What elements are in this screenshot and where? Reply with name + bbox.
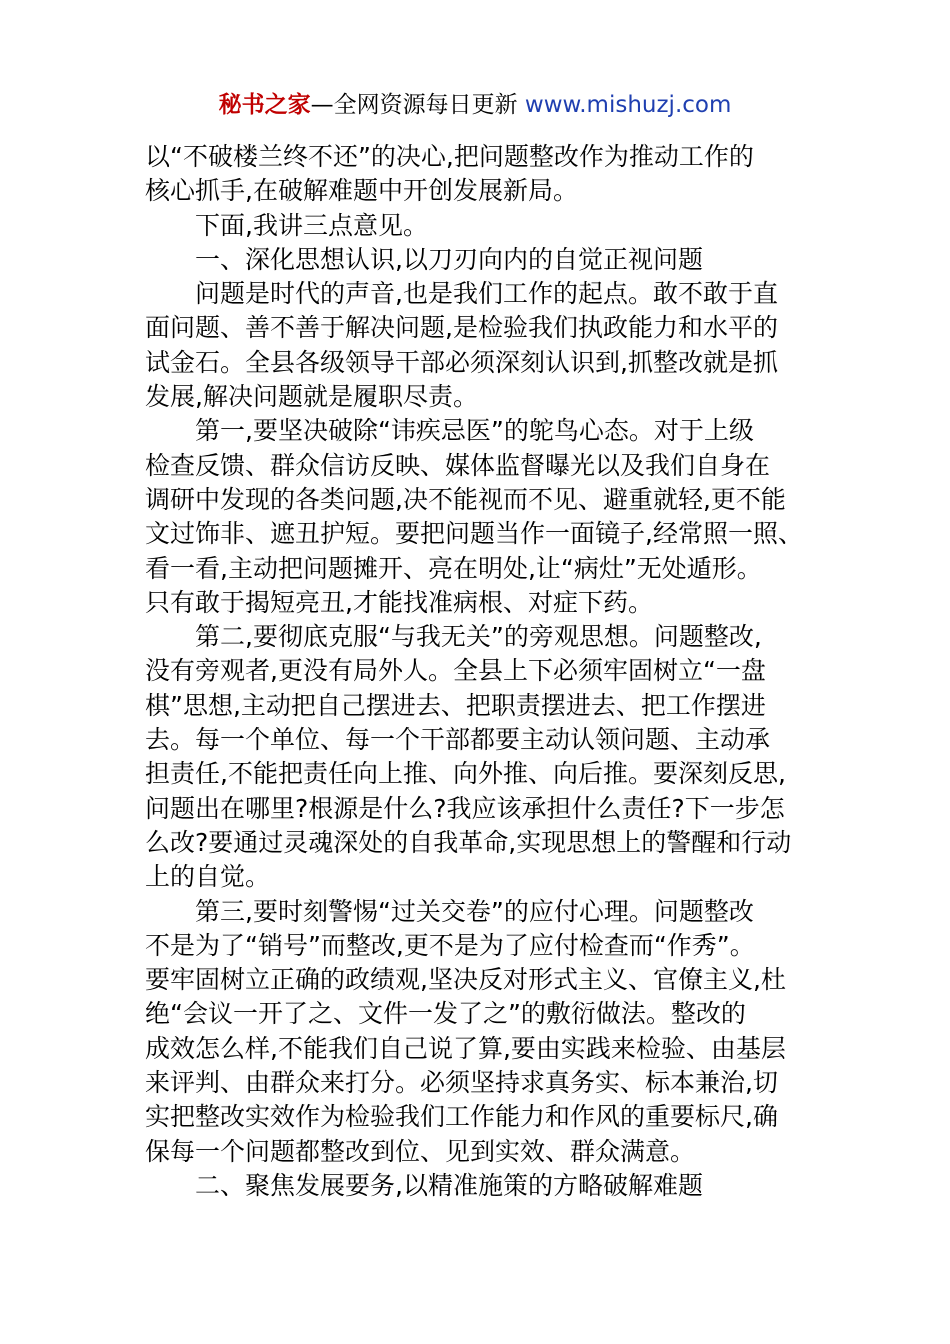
text-line: 上的自觉。 [145, 862, 271, 892]
text-line: 调研中发现的各类问题,决不能视而不见、避重就轻,更不能 [145, 484, 786, 514]
text-line: 核心抓手,在破解难题中开创发展新局。 [145, 176, 578, 206]
text-line: 棋”思想,主动把自己摆进去、把职责摆进去、把工作摆进 [145, 690, 766, 720]
text-line: 下面,我讲三点意见。 [195, 210, 428, 240]
text-line: 去。每一个单位、每一个干部都要主动认领问题、主动承 [145, 725, 771, 755]
text-line: 要牢固树立正确的政绩观,坚决反对形式主义、官僚主义,杜 [145, 965, 786, 995]
text-line: 第三,要时刻警惕“过关交卷”的应付心理。问题整改 [195, 896, 754, 926]
text-line: 成效怎么样,不能我们自己说了算,要由实践来检验、由基层 [145, 1033, 786, 1063]
site-url-link[interactable]: www.mishuzj.com [524, 92, 732, 118]
text-line: 试金石。全县各级领导干部必须深刻认识到,抓整改就是抓 [145, 347, 778, 377]
page-header [0, 90, 950, 120]
site-slogan: —全网资源每日更新 [310, 92, 525, 118]
text-line: 第二,要彻底克服“与我无关”的旁观思想。问题整改, [195, 622, 762, 652]
text-line: 么改?要通过灵魂深处的自我革命,实现思想上的警醒和行动 [145, 827, 792, 857]
section-heading: 一、深化思想认识,以刀刃向内的自觉正视问题 [195, 244, 703, 274]
text-line: 保每一个问题都整改到位、见到实效、群众满意。 [145, 1136, 696, 1166]
text-line: 只有敢于揭短亮丑,才能找准病根、对症下药。 [145, 587, 653, 617]
text-line: 实把整改实效作为检验我们工作能力和作风的重要标尺,确 [145, 1102, 778, 1132]
text-line: 没有旁观者,更没有局外人。全县上下必须牢固树立“一盘 [145, 656, 766, 686]
text-line: 以“不破楼兰终不还”的决心,把问题整改作为推动工作的 [145, 142, 754, 171]
text-line: 文过饰非、遮丑护短。要把问题当作一面镜子,经常照一照、 [145, 519, 803, 549]
text-line: 问题是时代的声音,也是我们工作的起点。敢不敢于直 [195, 279, 778, 309]
text-line: 第一,要坚决破除“讳疾忌医”的鸵鸟心态。对于上级 [195, 416, 754, 446]
text-line: 面问题、善不善于解决问题,是检验我们执政能力和水平的 [145, 313, 778, 343]
text-line: 发展,解决问题就是履职尽责。 [145, 382, 478, 412]
text-line: 绝“会议一开了之、文件一发了之”的敷衍做法。整改的 [145, 999, 746, 1029]
site-brand: 秘书之家 [218, 92, 311, 118]
text-line: 检查反馈、群众信访反映、媒体监督曝光以及我们自身在 [145, 450, 771, 480]
text-line: 来评判、由群众来打分。必须坚持求真务实、标本兼治,切 [145, 1068, 778, 1098]
section-heading: 二、聚焦发展要务,以精准施策的方略破解难题 [195, 1170, 703, 1200]
text-line: 担责任,不能把责任向上推、向外推、向后推。要深刻反思, [145, 759, 786, 789]
text-line: 看一看,主动把问题摊开、亮在明处,让“病灶”无处遁形。 [145, 553, 762, 583]
text-line: 不是为了“销号”而整改,更不是为了应付检查而“作秀”。 [145, 930, 755, 960]
text-line: 问题出在哪里?根源是什么?我应该承担什么责任?下一步怎 [145, 793, 785, 823]
document-body [145, 140, 815, 1203]
